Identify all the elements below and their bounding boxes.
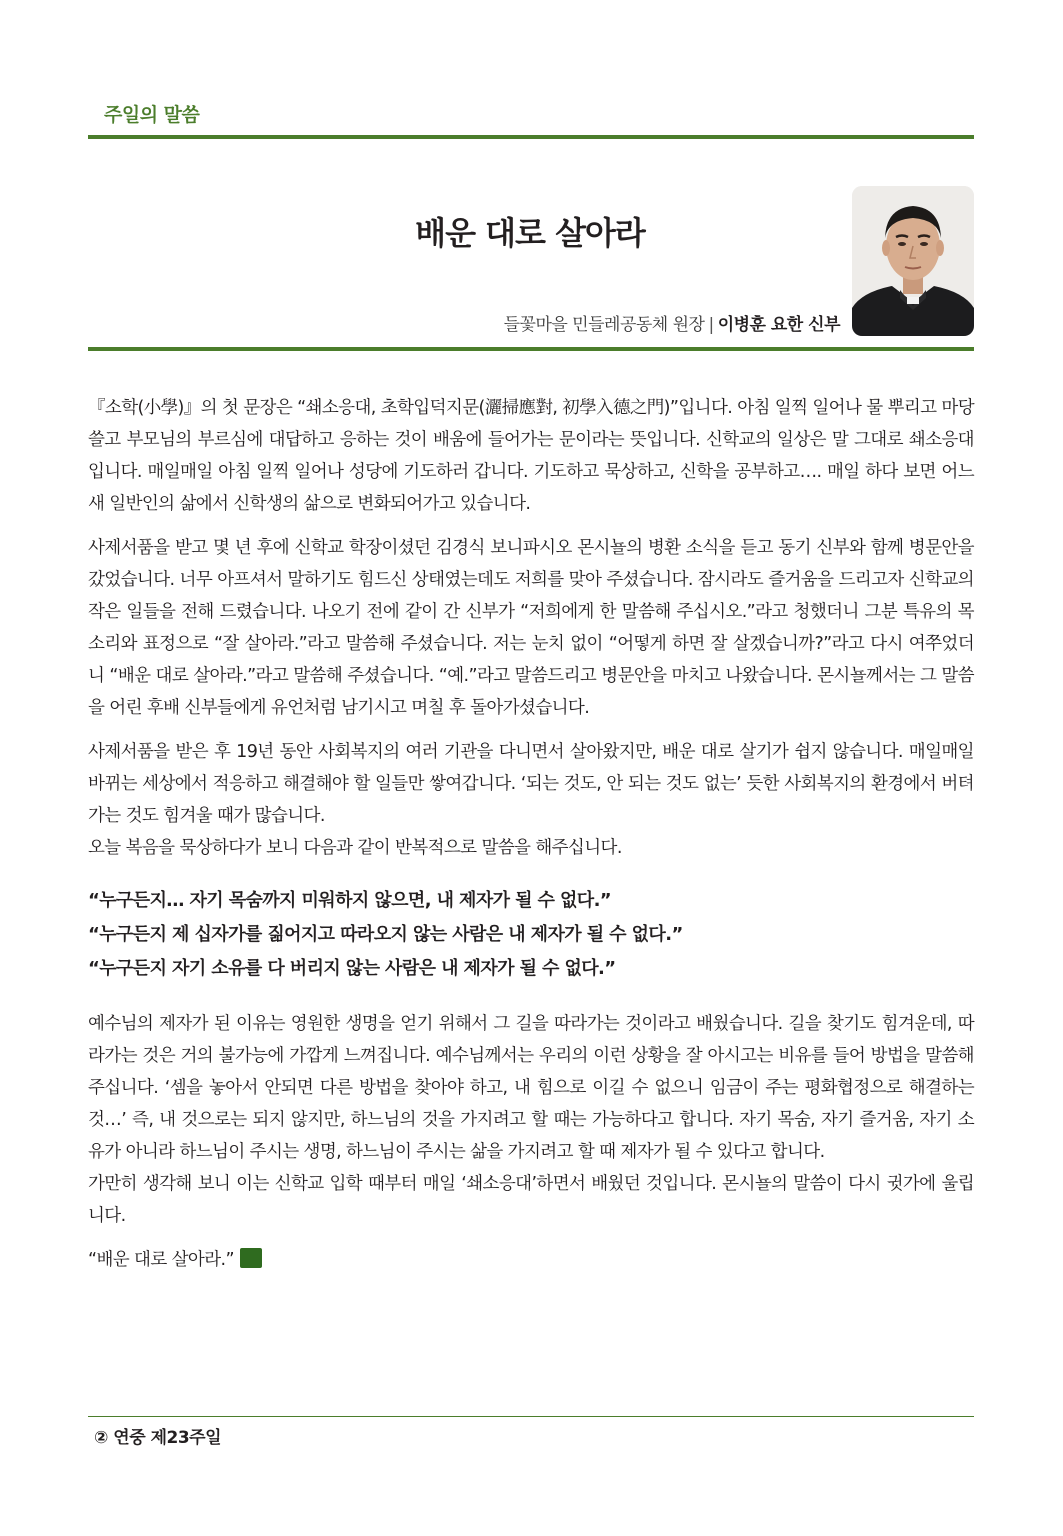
- article-title: 배운 대로 살아라: [415, 214, 645, 252]
- closing-quote: “배운 대로 살아라.”: [88, 1250, 234, 1270]
- scripture-quotes: [88, 884, 974, 986]
- scripture-quote: “누구든지 제 십자가를 짊어지고 따라오지 않는 사람은 내 제자가 될 수 없다.”: [88, 924, 683, 945]
- footer-divider: [88, 1416, 974, 1417]
- title-divider: [88, 347, 974, 351]
- header-divider: [88, 135, 974, 139]
- paragraph: 오늘 복음을 묵상하다가 보니 다음과 같이 반복적으로 말씀을 해주십니다.: [88, 838, 622, 858]
- scripture-quote: “누구든지… 자기 목숨까지 미워하지 않으면, 내 제자가 될 수 없다.”: [88, 890, 612, 911]
- author-name: 이병훈 요한 신부: [717, 315, 840, 335]
- author-line: [504, 310, 840, 335]
- paragraph: 예수님의 제자가 된 이유는 영원한 생명을 얻기 위해서 그 길을 따라가는 것이라고 배웠습니다. 길을 찾기도 힘겨운데, 따라가는 것은 거의 불가능에 가깝게 느껴집니다. 예수님께서는 우리의 이런 상황을 잘 아시고는 비유를 들어 방법을 말씀해 주십니다. ‘셈을 놓아서 안되면 다른 방법을 찾아야 하고, 내 힘으로 이길 수 없으니 임금이 주는 평화협정으로 해결하는 것…’ 즉, 내 것으로는 되지 않지만, 하느님의 것을 가지려고 할 때는 가능하다고 합니다. 자기 목숨, 자기 즐거움, 자기 소유가 아니라 하느님이 주시는 생명, 하느님이 주시는 삶을 가지려고 할 때 제자가 될 수 있다고 합니다.: [88, 1014, 974, 1162]
- section-label: 주일의 말씀: [104, 104, 200, 126]
- author-portrait: [852, 186, 974, 336]
- scripture-quote: “누구든지 자기 소유를 다 버리지 않는 사람은 내 제자가 될 수 없다.”: [88, 958, 616, 979]
- author-separator: |: [708, 315, 714, 335]
- page-footer: ② 연중 제23주일: [94, 1428, 221, 1448]
- end-mark-icon: [240, 1248, 262, 1268]
- priest-portrait-image: [852, 186, 974, 336]
- paragraph: 사제서품을 받고 몇 년 후에 신학교 학장이셨던 김경식 보니파시오 몬시뇰의 병환 소식을 듣고 동기 신부와 함께 병문안을 갔었습니다. 너무 아프셔서 말하기도 힘드신 상태였는데도 저희를 맞아 주셨습니다. 잠시라도 즐거움을 드리고자 신학교의 작은 일들을 전해 드렸습니다. 나오기 전에 같이 간 신부가 “저희에게 한 말씀해 주십시오.”라고 청했더니 그분 특유의 목소리와 표정으로 “잘 살아라.”라고 말씀해 주셨습니다. 저는 눈치 없이 “어떻게 하면 잘 살겠습니까?”라고 다시 여쭈었더니 “배운 대로 살아라.”라고 말씀해 주셨습니다. “예.”라고 말씀드리고 병문안을 마치고 나왔습니다. 몬시뇰께서는 그 말씀을 어린 후배 신부들에게 유언처럼 남기시고 며칠 후 돌아가셨습니다.: [88, 538, 974, 718]
- paragraph: 사제서품을 받은 후 19년 동안 사회복지의 여러 기관을 다니면서 살아왔지만, 배운 대로 살기가 쉽지 않습니다. 매일매일 바뀌는 세상에서 적응하고 해결해야 할 일들만 쌓여갑니다. ‘되는 것도, 안 되는 것도 없는’ 듯한 사회복지의 환경에서 버텨가는 것도 힘겨울 때가 많습니다.: [88, 742, 974, 826]
- article-body: [88, 392, 974, 1276]
- paragraph: 『소학(小學)』의 첫 문장은 “쇄소응대, 초학입덕지문(灑掃應對, 初學入德之門)”입니다. 아침 일찍 일어나 물 뿌리고 마당 쓸고 부모님의 부르심에 대답하고 응하는 것이 배움에 들어가는 문이라는 뜻입니다. 신학교의 일상은 말 그대로 쇄소응대입니다. 매일매일 아침 일찍 일어나 성당에 기도하러 갑니다. 기도하고 묵상하고, 신학을 공부하고…. 매일 하다 보면 어느새 일반인의 삶에서 신학생의 삶으로 변화되어가고 있습니다.: [88, 398, 974, 514]
- closing-line: [88, 1244, 974, 1276]
- author-affiliation: 들꽃마을 민들레공동체 원장: [503, 315, 705, 335]
- paragraph: 가만히 생각해 보니 이는 신학교 입학 때부터 매일 ‘쇄소응대’하면서 배웠던 것입니다. 몬시뇰의 말씀이 다시 귓가에 울립니다.: [88, 1174, 974, 1226]
